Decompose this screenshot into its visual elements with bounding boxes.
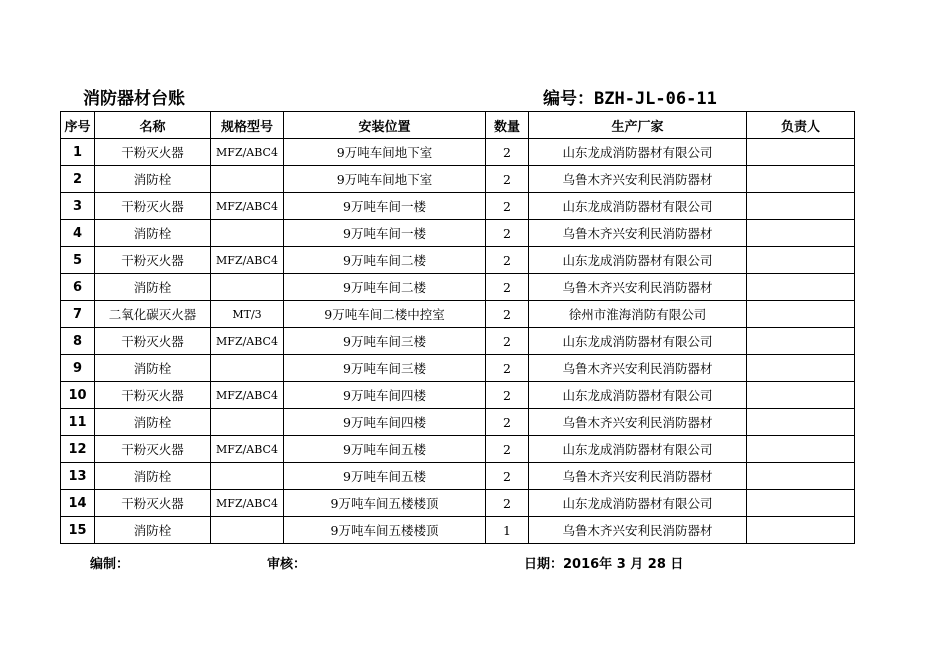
cell-quantity: 2 (486, 328, 529, 355)
cell-location: 9万吨车间一楼 (284, 193, 486, 220)
column-header-quantity: 数量 (486, 112, 529, 139)
cell-name: 干粉灭火器 (95, 328, 211, 355)
cell-spec (211, 409, 284, 436)
cell-spec (211, 166, 284, 193)
cell-location: 9万吨车间四楼 (284, 382, 486, 409)
cell-name: 二氧化碳灭火器 (95, 301, 211, 328)
cell-location: 9万吨车间五楼楼顶 (284, 490, 486, 517)
cell-seq: 9 (61, 355, 95, 382)
cell-quantity: 2 (486, 436, 529, 463)
cell-name: 消防栓 (95, 517, 211, 544)
cell-quantity: 2 (486, 193, 529, 220)
column-header-owner: 负责人 (747, 112, 855, 139)
cell-seq: 4 (61, 220, 95, 247)
cell-spec: MFZ/ABC4 (211, 139, 284, 166)
cell-owner (747, 220, 855, 247)
table-row (61, 301, 855, 328)
cell-owner (747, 193, 855, 220)
table-row (61, 382, 855, 409)
column-header-location: 安装位置 (284, 112, 486, 139)
cell-manufacturer: 徐州市淮海消防有限公司 (529, 301, 747, 328)
cell-owner (747, 409, 855, 436)
cell-spec: MFZ/ABC4 (211, 247, 284, 274)
date-label: 日期：2016年 3 月 28 日 (524, 557, 684, 572)
cell-name: 干粉灭火器 (95, 490, 211, 517)
cell-location: 9万吨车间二楼 (284, 247, 486, 274)
cell-manufacturer: 山东龙成消防器材有限公司 (529, 247, 747, 274)
cell-seq: 11 (61, 409, 95, 436)
cell-manufacturer: 山东龙成消防器材有限公司 (529, 436, 747, 463)
cell-name: 消防栓 (95, 355, 211, 382)
prepared-by-label: 编制： (90, 557, 130, 572)
column-header-manufacturer: 生产厂家 (529, 112, 747, 139)
cell-spec: MFZ/ABC4 (211, 436, 284, 463)
cell-spec: MFZ/ABC4 (211, 490, 284, 517)
cell-manufacturer: 山东龙成消防器材有限公司 (529, 139, 747, 166)
document-title: 消防器材台账 (83, 89, 185, 109)
cell-manufacturer: 乌鲁木齐兴安利民消防器材 (529, 409, 747, 436)
cell-quantity: 2 (486, 220, 529, 247)
table-row (61, 355, 855, 382)
reviewed-by-label: 审核： (267, 557, 307, 572)
cell-name: 消防栓 (95, 166, 211, 193)
cell-location: 9万吨车间五楼楼顶 (284, 517, 486, 544)
cell-name: 干粉灭火器 (95, 193, 211, 220)
cell-location: 9万吨车间三楼 (284, 355, 486, 382)
table-row (61, 463, 855, 490)
table-row (61, 490, 855, 517)
cell-owner (747, 436, 855, 463)
table-row (61, 274, 855, 301)
cell-spec: MFZ/ABC4 (211, 382, 284, 409)
cell-owner (747, 463, 855, 490)
cell-seq: 15 (61, 517, 95, 544)
cell-seq: 3 (61, 193, 95, 220)
cell-location: 9万吨车间地下室 (284, 139, 486, 166)
cell-name: 干粉灭火器 (95, 382, 211, 409)
cell-manufacturer: 乌鲁木齐兴安利民消防器材 (529, 166, 747, 193)
cell-quantity: 2 (486, 274, 529, 301)
column-header-name: 名称 (95, 112, 211, 139)
cell-name: 消防栓 (95, 463, 211, 490)
cell-spec (211, 463, 284, 490)
cell-spec (211, 355, 284, 382)
table-row (61, 247, 855, 274)
cell-owner (747, 301, 855, 328)
cell-quantity: 2 (486, 355, 529, 382)
cell-quantity: 2 (486, 490, 529, 517)
cell-seq: 2 (61, 166, 95, 193)
table-row (61, 436, 855, 463)
cell-owner (747, 139, 855, 166)
cell-name: 干粉灭火器 (95, 139, 211, 166)
cell-quantity: 2 (486, 382, 529, 409)
cell-manufacturer: 山东龙成消防器材有限公司 (529, 328, 747, 355)
cell-owner (747, 490, 855, 517)
cell-quantity: 2 (486, 463, 529, 490)
table-row (61, 220, 855, 247)
cell-owner (747, 355, 855, 382)
cell-name: 消防栓 (95, 274, 211, 301)
cell-name: 干粉灭火器 (95, 436, 211, 463)
cell-location: 9万吨车间一楼 (284, 220, 486, 247)
table-row (61, 517, 855, 544)
equipment-ledger-table (60, 111, 855, 544)
cell-quantity: 2 (486, 301, 529, 328)
cell-manufacturer: 乌鲁木齐兴安利民消防器材 (529, 517, 747, 544)
cell-manufacturer: 乌鲁木齐兴安利民消防器材 (529, 355, 747, 382)
cell-spec: MFZ/ABC4 (211, 328, 284, 355)
cell-quantity: 2 (486, 139, 529, 166)
cell-seq: 8 (61, 328, 95, 355)
cell-owner (747, 328, 855, 355)
document-code: 编号：BZH-JL-06-11 (543, 89, 717, 109)
cell-manufacturer: 山东龙成消防器材有限公司 (529, 382, 747, 409)
cell-seq: 10 (61, 382, 95, 409)
cell-location: 9万吨车间三楼 (284, 328, 486, 355)
cell-manufacturer: 山东龙成消防器材有限公司 (529, 193, 747, 220)
table-row (61, 166, 855, 193)
cell-quantity: 1 (486, 517, 529, 544)
cell-manufacturer: 乌鲁木齐兴安利民消防器材 (529, 274, 747, 301)
cell-spec (211, 274, 284, 301)
cell-seq: 13 (61, 463, 95, 490)
cell-spec (211, 220, 284, 247)
cell-spec (211, 517, 284, 544)
cell-owner (747, 274, 855, 301)
table-header-row (61, 112, 855, 139)
cell-seq: 7 (61, 301, 95, 328)
cell-seq: 14 (61, 490, 95, 517)
table-row (61, 328, 855, 355)
cell-spec: MFZ/ABC4 (211, 193, 284, 220)
cell-name: 干粉灭火器 (95, 247, 211, 274)
cell-location: 9万吨车间二楼 (284, 274, 486, 301)
cell-owner (747, 382, 855, 409)
cell-spec: MT/3 (211, 301, 284, 328)
cell-manufacturer: 乌鲁木齐兴安利民消防器材 (529, 220, 747, 247)
cell-location: 9万吨车间地下室 (284, 166, 486, 193)
cell-quantity: 2 (486, 166, 529, 193)
cell-location: 9万吨车间五楼 (284, 463, 486, 490)
column-header-seq: 序号 (61, 112, 95, 139)
cell-owner (747, 247, 855, 274)
cell-name: 消防栓 (95, 409, 211, 436)
cell-owner (747, 517, 855, 544)
cell-seq: 6 (61, 274, 95, 301)
cell-name: 消防栓 (95, 220, 211, 247)
cell-location: 9万吨车间二楼中控室 (284, 301, 486, 328)
cell-owner (747, 166, 855, 193)
cell-manufacturer: 乌鲁木齐兴安利民消防器材 (529, 463, 747, 490)
cell-location: 9万吨车间四楼 (284, 409, 486, 436)
cell-manufacturer: 山东龙成消防器材有限公司 (529, 490, 747, 517)
cell-seq: 12 (61, 436, 95, 463)
table-row (61, 193, 855, 220)
column-header-spec: 规格型号 (211, 112, 284, 139)
table-row (61, 139, 855, 166)
cell-location: 9万吨车间五楼 (284, 436, 486, 463)
cell-seq: 5 (61, 247, 95, 274)
table-row (61, 409, 855, 436)
cell-seq: 1 (61, 139, 95, 166)
cell-quantity: 2 (486, 247, 529, 274)
cell-quantity: 2 (486, 409, 529, 436)
